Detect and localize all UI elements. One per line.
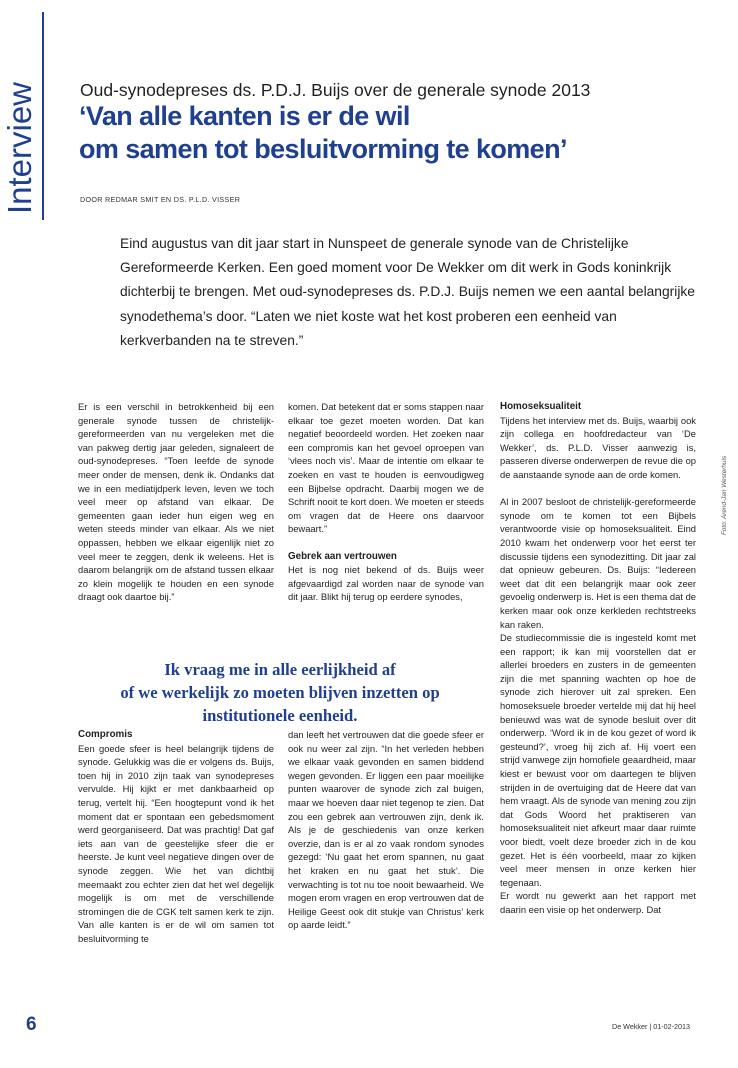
col3-paragraph-4: Er wordt nu gewerkt aan het rapport met daarin een visie op het onderwerp. Dat xyxy=(500,890,696,915)
headline xyxy=(79,100,719,166)
col5-paragraph-1: dan leeft het vertrouwen dat die goede sfeer er ook nu weer zal zijn. “In het verleden hebben we elkaar vaak gevonden en samen biddend wegen gevonden. Er liggen een paar moeilijke punten waarover de synode zich zal buigen, maar we hoeven daar niet tegenop te zien. Dat zou een gebrek aan vertrouwen zijn, denk ik. Als je de geschiedenis van onze kerken overzie, dan is er al zo vaak rondom synodes gezegd: ‘Nu gaat het erom spannen, nu gaat het kraken en nu gaat het stuk’. Die verwachting is tot nu toe nooit bewaarheid. We mogen erom vragen en erop vertrouwen dat de Heilige Geest ook dit stukje van Christus’ kerk op aarde leidt.” xyxy=(288,729,484,931)
headline-line-1: ‘Van alle kanten is er de wil xyxy=(79,101,410,131)
col4-heading: Compromis xyxy=(78,729,133,740)
page-number: 6 xyxy=(26,1014,37,1035)
column-1 xyxy=(78,400,274,604)
col2-heading: Gebrek aan vertrouwen xyxy=(288,550,397,562)
column-2 xyxy=(288,400,484,604)
section-label: Interview xyxy=(1,81,38,215)
footer-issue: De Wekker | 01-02-2013 xyxy=(612,1022,691,1031)
byline: DOOR REDMAR SMIT EN DS. P.L.D. VISSER xyxy=(80,195,241,204)
col3-paragraph-1: Tijdens het interview met ds. Buijs, waarbij ook zijn collega en hoofdredacteur van ‘De Wekker’, ds. P.L.D. Visser aanwezig is, passeren diverse onderwerpen de revue die op de aanstaande synode aan de orde komen. xyxy=(500,414,696,480)
col2-paragraph-2: Het is nog niet bekend of ds. Buijs weer afgevaardigd zal worden naar de synode van dit jaar. Blikt hij terug op eerdere synodes, xyxy=(288,564,484,603)
col3-paragraph-2: Al in 2007 besloot de christelijk-gereformeerde synode om te komen tot een Bijbels verantwoorde visie op homoseksualiteit. Eind 2010 kwam het onderwerp voor het eerst ter discussie tijdens een synodezitting. Dit jaar zal dat opnieuw gebeuren. Ds. Buijs: “Iedereen weet dat dit een belangrijk maar ook zeer gevoelig onderwerp is. Het is een thema dat de kerken maar ook onze kerkleden rechtstreeks kan raken. xyxy=(500,496,696,630)
photo-credit: Foto: Arend-Jan Westerhuis xyxy=(721,455,729,535)
col3-heading: Homoseksualiteit xyxy=(500,401,582,412)
section-rule xyxy=(42,12,44,220)
pull-quote-line-1: Ik vraag me in alle eerlijkheid af xyxy=(164,660,396,679)
pull-quote-line-3: institutionele eenheid. xyxy=(202,706,358,725)
pull-quote-line-2: of we werkelijk zo moeten blijven inzetten op xyxy=(120,683,440,702)
column-5 xyxy=(288,728,484,932)
pull-quote xyxy=(80,658,480,727)
col3-paragraph-3: De studiecommissie die is ingesteld komt met een rapport; ik kan mij voorstellen dat er allerlei broeders en zusters in de gemeenten zijn die met spanning wachten op hoe de synode zich hierover uit zal spreken. Een homoseksuele broeder vertelde mij dat hij heel benieuwd was wat de synode besluit over dit onderwerp. ‘Word ik in de kou gezet of word ik gesteund?’, vroeg hij zich af. Hij voert een strijd vanwege zijn homofiele geaardheid, maar kiest er bewust voor om daartegen te blijven strijden in de overtuiging dat de Heere dat van hem vraagt. Als de synode van mening zou zijn dat Gods Woord het praktiseren van homoseksualiteit niet afkeurt maar daar ruimte voor biedt, voelt deze broeder zich in de kou gezet. Het is één voorbeeld, maar zo kijken veel meer mensen in onze kerken hier tegenaan. xyxy=(500,632,696,888)
column-4 xyxy=(78,728,274,946)
col1-paragraph-1: Er is een verschil in betrokkenheid bij een generale synode tussen de christelijk-gereformeerden van nu vergeleken met die van pakweg dertig jaar geleden, signaleert de oud-synodepreses. “Toen leefde de synode meer onder de mensen, denk ik. Ondanks dat we in een mediatijdperk leven, leven we toch veel meer op afstand van elkaar. De gemeenten gaan ieder hun eigen weg en weten steeds minder van elkaar. Als we niet oppassen, hebben we elkaar eigenlijk niet zo veel meer te zeggen, denk ik weleens. Het is daarom belangrijk om de afstand tussen elkaar zo klein mogelijk te houden en een synode draagt ook daartoe bij.” xyxy=(78,401,274,603)
intro-paragraph: Eind augustus van dit jaar start in Nunspeet de generale synode van de Christelijke Gereformeerde Kerken. Een goed moment voor De Wekker om dit werk in Gods koninkrijk dichterbij te brengen. Met oud-synodepreses ds. P.D.J. Buijs nemen we een aantal belangrijke synodethema’s door. “Laten we niet koste wat het kost proberen een eenheid van kerkverbanden na te streven.” xyxy=(120,236,695,348)
col4-paragraph-1: Een goede sfeer is heel belangrijk tijdens de synode. Gelukkig was die er volgens ds. Buijs, toen hij in 2010 zijn taak van synodepreses vervulde. Hij kijkt er met dankbaarheid op terug, vertelt hij. “Een hoogtepunt vond ik het moment dat er spontaan een gebedsmoment werd georganiseerd. Dat was prachtig! Dat gaf iets aan van de geestelijke sfeer die er heerste. Je kunt veel negatieve dingen over de synode zeggen. Wie het van dichtbij meemaakt zou echter zien dat het wel degelijk mogelijk is om met de verschillende stromingen die de CGK telt samen kerk te zijn. Van alle kanten is er de wil om samen tot besluitvorming te xyxy=(78,742,274,944)
headline-line-2: om samen tot besluitvorming te komen’ xyxy=(79,134,567,164)
column-3 xyxy=(500,400,696,917)
col2-paragraph-1: komen. Dat betekent dat er soms stappen naar elkaar toe gezet moeten worden. Dat kan negatief beoordeeld worden. Het zoeken naar een compromis kan het gevoel oproepen van ‘vlees noch vis’. Maar de intentie om elkaar te zoeken en vast te houden is eenvoudigweg een Bijbelse opdracht. Daarbij mogen we de Schrift nooit te kort doen. We moeten er steeds om vragen dat de Heere ons daarvoor bewaart.” xyxy=(288,401,484,535)
kicker: Oud-synodepreses ds. P.D.J. Buijs over de generale synode 2013 xyxy=(80,80,591,100)
